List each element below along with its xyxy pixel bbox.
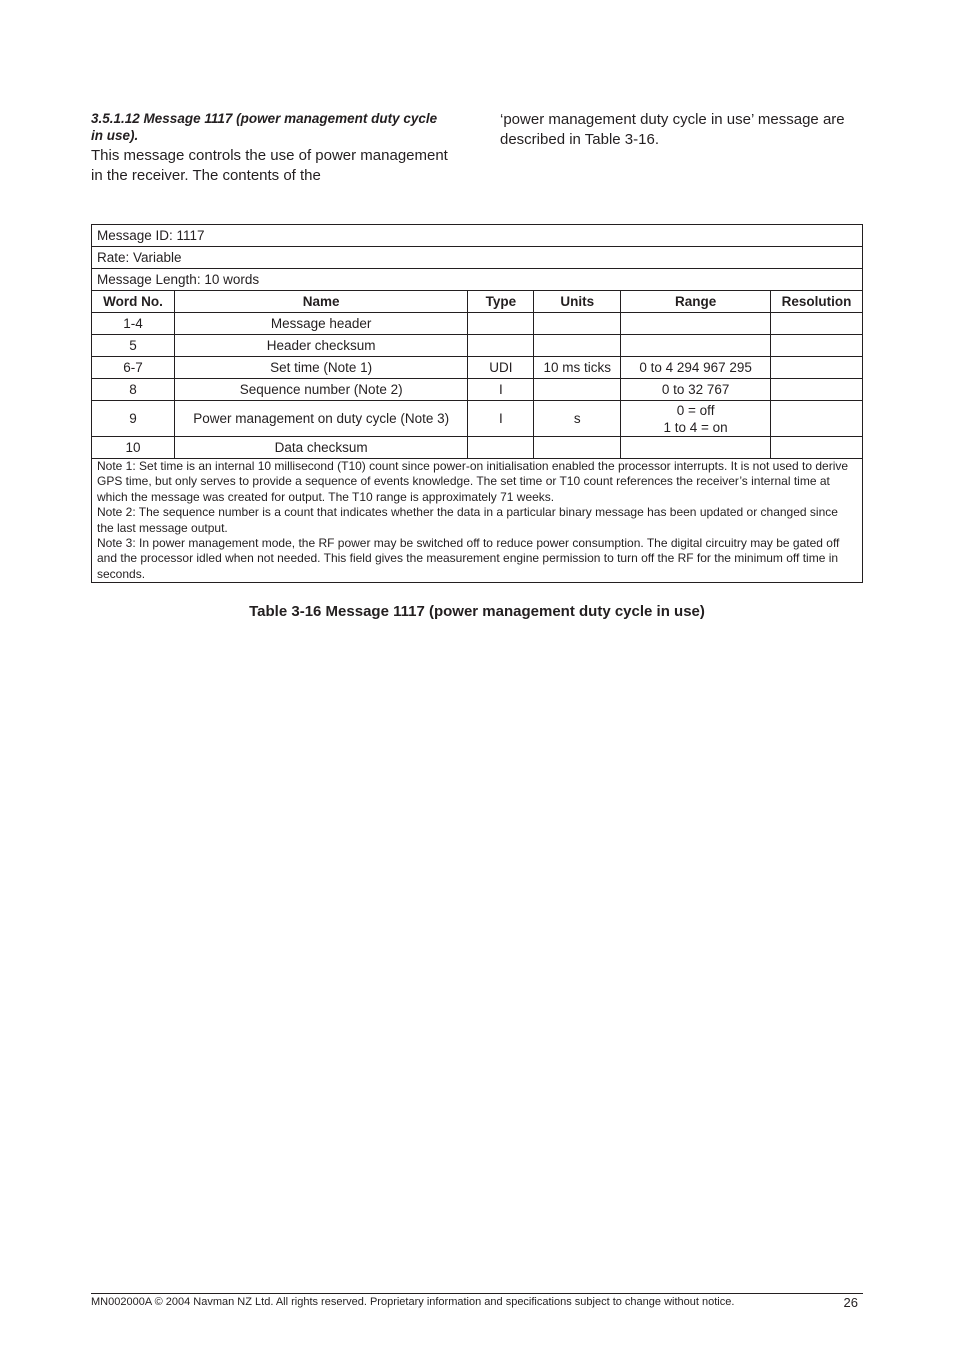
cell-name: Power management on duty cycle (Note 3) [174,401,468,437]
left-column [91,110,451,185]
cell-type [468,313,534,335]
cell-range [621,313,771,335]
notes-row [92,459,863,583]
cell-type: I [468,401,534,437]
cell-units: 10 ms ticks [534,357,621,379]
table-row [92,313,863,335]
page-number: 26 [843,1295,858,1310]
cell-resolution [771,335,863,357]
header-resolution: Resolution [771,291,863,313]
section-heading: 3.5.1.12 Message 1117 (power management duty cycle in use). [91,111,438,143]
table-row [92,401,863,437]
message-table [91,224,863,583]
footer-copyright: MN002000A © 2004 Navman NZ Ltd. All rights reserved. Proprietary information and specifications subject to change without notice. [91,1296,735,1308]
notes-cell [92,459,863,583]
header-range: Range [621,291,771,313]
message-id: Message ID: 1117 [92,225,863,247]
cell-resolution [771,437,863,459]
cell-type: I [468,379,534,401]
cell-word: 8 [92,379,175,401]
header-units: Units [534,291,621,313]
table-row [92,437,863,459]
body-text-left: This message controls the use of power management in the receiver. The contents of the [91,147,448,184]
message-rate: Rate: Variable [92,247,863,269]
cell-name: Sequence number (Note 2) [174,379,468,401]
cell-range: 0 to 32 767 [621,379,771,401]
cell-units [534,437,621,459]
header-word-no: Word No. [92,291,175,313]
cell-units [534,313,621,335]
cell-word: 9 [92,401,175,437]
table-row [92,379,863,401]
table-row [92,357,863,379]
note-1: Note 1: Set time is an internal 10 millisecond (T10) count since power-on initialisation enabled the processor interrupts. It is not used to derive GPS time, but only serves to provide a sequence of events knowledge. The set time or T10 count references the receiver’s internal time at which the message was created for output. The T10 range is approximately 71 weeks. [97,459,849,504]
cell-range [621,335,771,357]
cell-range [621,437,771,459]
right-column [500,110,865,149]
range-line: 1 to 4 = on [663,419,728,435]
note-2: Note 2: The sequence number is a count that indicates whether the data in a particular binary message has been updated or changed since the last message output. [97,505,838,535]
cell-word: 1-4 [92,313,175,335]
cell-type [468,437,534,459]
cell-units: s [534,401,621,437]
range-line: 0 = off [676,402,715,418]
cell-name: Header checksum [174,335,468,357]
cell-word: 10 [92,437,175,459]
cell-units [534,335,621,357]
cell-name: Data checksum [174,437,468,459]
header-name: Name [174,291,468,313]
note-3: Note 3: In power management mode, the RF power may be switched off to reduce power consumption. The digital circuitry may be gated off and the processor idled when not needed. This field gives the measurement engine permission to turn off the RF for the minimum off time in seconds. [97,536,840,581]
table-caption: Table 3-16 Message 1117 (power management duty cycle in use) [249,603,705,620]
footer-divider [91,1293,863,1294]
cell-units [534,379,621,401]
cell-name: Message header [174,313,468,335]
cell-resolution [771,357,863,379]
message-length: Message Length: 10 words [92,269,863,291]
cell-resolution [771,379,863,401]
cell-word: 6-7 [92,357,175,379]
cell-resolution [771,313,863,335]
body-text-right: ‘power management duty cycle in use’ message are described in Table 3-16. [500,111,845,148]
cell-range [621,401,771,437]
cell-type: UDI [468,357,534,379]
header-type: Type [468,291,534,313]
cell-name: Set time (Note 1) [174,357,468,379]
cell-resolution [771,401,863,437]
table-row [92,335,863,357]
cell-type [468,335,534,357]
cell-word: 5 [92,335,175,357]
cell-range: 0 to 4 294 967 295 [621,357,771,379]
